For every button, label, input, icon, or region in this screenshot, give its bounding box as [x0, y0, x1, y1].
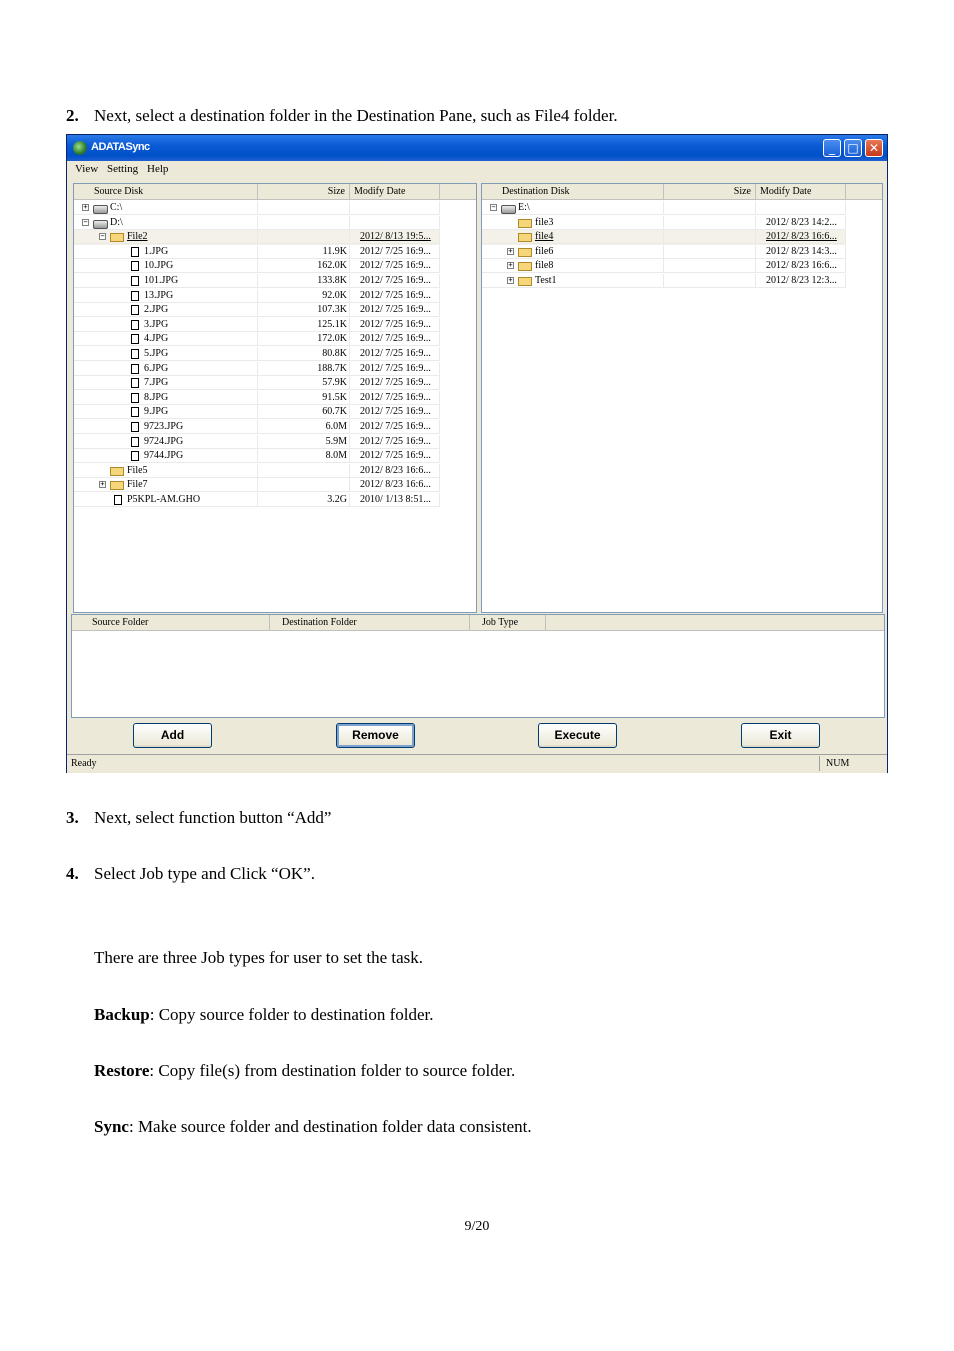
size-cell: 5.9M: [258, 435, 350, 449]
maximize-button[interactable]: [844, 139, 862, 157]
tree-row[interactable]: [74, 420, 440, 435]
name-cell[interactable]: [74, 318, 258, 332]
tree-row[interactable]: [482, 259, 846, 274]
size-header[interactable]: Size: [664, 184, 756, 200]
size-cell: 162.0K: [258, 259, 350, 273]
step-2: [66, 106, 618, 126]
tree-row[interactable]: [74, 449, 440, 464]
restore-label: Restore: [94, 1061, 150, 1080]
name-cell[interactable]: [74, 391, 258, 405]
minimize-button[interactable]: [823, 139, 841, 157]
step-4: [66, 864, 315, 884]
file-icon: [131, 305, 139, 315]
item-name[interactable]: Test1: [535, 275, 557, 286]
name-cell[interactable]: [74, 347, 258, 361]
date-text: 2010/ 1/13 8:51...: [360, 494, 431, 505]
name-cell[interactable]: [74, 201, 258, 215]
remove-button[interactable]: [336, 723, 415, 748]
size-cell: [258, 230, 350, 244]
destination-pane[interactable]: [481, 183, 883, 613]
step-text: Select Job type and Click “OK”.: [94, 864, 315, 883]
item-name[interactable]: D:\: [110, 216, 123, 228]
date-text: 2012/ 8/13 19:5...: [360, 231, 431, 243]
step-3: [66, 808, 331, 828]
size-header[interactable]: Size: [258, 184, 350, 200]
file-icon: [131, 451, 139, 461]
date-cell: [350, 449, 440, 463]
step-text: Next, select function button “Add”: [94, 808, 332, 827]
date-text: 2012/ 7/25 16:9...: [360, 289, 431, 301]
folder-icon: [518, 262, 532, 271]
minimize-icon: _: [829, 141, 835, 155]
size-cell: 80.8K: [258, 347, 350, 361]
size-cell: 92.0K: [258, 289, 350, 303]
date-cell: [350, 420, 440, 434]
date-text: 2012/ 7/25 16:9...: [360, 421, 431, 432]
size-cell: 188.7K: [258, 362, 350, 376]
drive-icon: [501, 205, 516, 214]
file-icon: [131, 334, 139, 344]
date-text: 2012/ 7/25 16:9...: [360, 333, 431, 345]
item-name[interactable]: file3: [535, 216, 554, 228]
file-icon: [131, 320, 139, 330]
date-text: 2012/ 8/23 16:6...: [766, 231, 837, 243]
tree-row[interactable]: [74, 201, 440, 216]
date-text: 2012/ 8/23 14:3...: [766, 245, 837, 257]
tree-row[interactable]: [482, 216, 846, 231]
name-cell[interactable]: [482, 201, 664, 215]
date-text: 2012/ 7/25 16:9...: [360, 377, 431, 389]
date-cell: [350, 391, 440, 405]
expand-icon[interactable]: +: [100, 480, 105, 489]
tree-row[interactable]: [74, 332, 440, 347]
size-cell: 57.9K: [258, 376, 350, 390]
size-cell: 6.0M: [258, 420, 350, 434]
tree-row[interactable]: [482, 245, 846, 260]
date-text: 2012/ 8/23 14:2...: [766, 216, 837, 228]
tree-row[interactable]: [74, 376, 440, 391]
remove-button-label: Remove: [352, 728, 399, 742]
date-text: 2012/ 8/23 12:3...: [766, 275, 837, 286]
modify-date-header[interactable]: Modify Date: [350, 184, 440, 200]
size-cell: [258, 201, 350, 215]
date-cell: [350, 376, 440, 390]
expand-icon[interactable]: +: [508, 246, 513, 255]
menu-help[interactable]: Help: [147, 163, 169, 175]
item-name[interactable]: 1.JPG: [144, 245, 169, 257]
tree-row[interactable]: [74, 435, 440, 450]
name-cell[interactable]: [74, 376, 258, 390]
name-cell[interactable]: [74, 245, 258, 259]
blank-header: [546, 615, 885, 631]
date-cell: [350, 493, 440, 507]
date-cell: [756, 245, 846, 259]
size-cell: [664, 245, 756, 259]
backup-text: : Copy source folder to destination folder.: [149, 1005, 434, 1024]
job-types-intro: There are three Job types for user to set the task.: [94, 948, 424, 967]
tree-row[interactable]: [74, 230, 440, 245]
name-cell[interactable]: [74, 274, 258, 288]
size-cell: [258, 216, 350, 230]
item-name[interactable]: 4.JPG: [144, 333, 169, 345]
tree-row[interactable]: [74, 216, 440, 231]
item-name[interactable]: file6: [535, 245, 554, 257]
item-name[interactable]: 10.JPG: [144, 260, 174, 272]
status-bar: [67, 754, 887, 773]
date-text: 2012/ 8/23 16:6...: [766, 260, 837, 272]
item-name[interactable]: 9723.JPG: [144, 421, 184, 432]
folder-icon: [518, 277, 532, 286]
tree-row[interactable]: [74, 464, 440, 479]
date-cell: [350, 245, 440, 259]
size-cell: [664, 216, 756, 230]
file-icon: [131, 378, 139, 388]
item-name[interactable]: 3.JPG: [144, 318, 169, 330]
item-name[interactable]: 8.JPG: [144, 391, 169, 403]
collapse-icon[interactable]: −: [491, 203, 496, 211]
name-cell[interactable]: [482, 245, 664, 259]
adatasync-window: [66, 134, 888, 773]
size-cell: [258, 478, 350, 492]
close-button[interactable]: [865, 139, 883, 157]
name-cell[interactable]: [482, 216, 664, 230]
date-cell: [350, 201, 440, 215]
tree-row[interactable]: [482, 274, 846, 289]
exit-button-label: Exit: [769, 728, 792, 742]
name-cell[interactable]: [74, 259, 258, 273]
status-text: Ready: [71, 758, 97, 769]
tree-row[interactable]: [74, 274, 440, 289]
date-cell: [756, 216, 846, 230]
name-cell[interactable]: [74, 493, 258, 507]
tree-row[interactable]: [74, 318, 440, 333]
file-icon: [131, 437, 139, 447]
name-cell[interactable]: [74, 449, 258, 463]
size-cell: 3.2G: [258, 493, 350, 507]
file-icon: [131, 393, 139, 403]
file-icon: [131, 291, 139, 301]
item-name[interactable]: file8: [535, 260, 554, 272]
name-cell[interactable]: [74, 478, 258, 492]
tree-row[interactable]: [74, 303, 440, 318]
date-cell: [350, 274, 440, 288]
tree-row[interactable]: [74, 362, 440, 377]
file-icon: [131, 247, 139, 257]
title-bar[interactable]: [67, 135, 887, 161]
size-cell: [664, 230, 756, 244]
name-cell[interactable]: [74, 332, 258, 346]
expand-icon[interactable]: +: [83, 203, 88, 211]
file-icon: [131, 422, 139, 432]
size-cell: 125.1K: [258, 318, 350, 332]
drive-icon: [93, 220, 108, 229]
date-cell: [350, 289, 440, 303]
job-type-header[interactable]: Job Type: [470, 615, 546, 631]
date-text: 2012/ 7/25 16:9...: [360, 318, 431, 330]
menu-setting[interactable]: Setting: [107, 163, 139, 175]
tree-row[interactable]: [74, 245, 440, 260]
destination-disk-header[interactable]: Destination Disk: [482, 184, 664, 200]
file-icon: [131, 364, 139, 374]
close-icon: ✕: [868, 141, 880, 155]
open-folder-icon: [518, 233, 532, 242]
item-name[interactable]: 13.JPG: [144, 289, 174, 301]
name-cell[interactable]: [74, 303, 258, 317]
item-name[interactable]: C:\: [110, 202, 123, 213]
step-number: 4.: [66, 864, 79, 883]
open-folder-icon: [110, 233, 124, 242]
step-number: 2.: [66, 106, 79, 125]
restore-text: : Copy file(s) from destination folder to source folder.: [149, 1061, 516, 1080]
menu-bar: [67, 161, 887, 179]
date-cell: [350, 347, 440, 361]
name-cell[interactable]: [482, 230, 664, 244]
maximize-icon: □: [847, 141, 859, 155]
menu-view[interactable]: View: [75, 163, 99, 175]
item-name[interactable]: 6.JPG: [144, 362, 169, 374]
execute-button[interactable]: [538, 723, 617, 748]
expand-icon[interactable]: +: [508, 276, 513, 284]
date-text: 2012/ 8/23 16:6...: [360, 479, 431, 491]
name-cell[interactable]: [482, 274, 664, 288]
app-globe-icon: [73, 141, 87, 155]
date-cell: [756, 201, 846, 215]
item-name[interactable]: file4: [535, 231, 554, 243]
name-cell[interactable]: [74, 420, 258, 434]
date-cell: [756, 259, 846, 273]
size-cell: [258, 464, 350, 478]
destination-folder-header[interactable]: Destination Folder: [270, 615, 470, 631]
name-cell[interactable]: [74, 216, 258, 230]
name-cell[interactable]: [74, 362, 258, 376]
backup-description: [94, 1005, 434, 1025]
tree-row[interactable]: [74, 405, 440, 420]
date-text: 2012/ 7/25 16:9...: [360, 435, 431, 447]
exit-button[interactable]: [741, 723, 820, 748]
date-text: 2012/ 7/25 16:9...: [360, 391, 431, 403]
size-cell: 60.7K: [258, 405, 350, 419]
tree-row[interactable]: [74, 289, 440, 304]
size-cell: [664, 201, 756, 215]
restore-description: [94, 1061, 515, 1081]
step-number: 3.: [66, 808, 79, 827]
tree-row[interactable]: [74, 259, 440, 274]
date-cell: [350, 303, 440, 317]
size-cell: 8.0M: [258, 449, 350, 463]
date-cell: [350, 318, 440, 332]
date-cell: [350, 478, 440, 492]
date-cell: [350, 435, 440, 449]
item-name[interactable]: File2: [127, 231, 148, 243]
tree-row[interactable]: [74, 493, 440, 508]
size-cell: 11.9K: [258, 245, 350, 259]
date-text: 2012/ 7/25 16:9...: [360, 406, 431, 418]
item-name[interactable]: File7: [127, 479, 148, 491]
file-icon: [131, 407, 139, 417]
date-cell: [350, 216, 440, 230]
item-name[interactable]: 9744.JPG: [144, 450, 184, 462]
tree-row[interactable]: [74, 478, 440, 493]
date-text: 2012/ 7/25 16:9...: [360, 304, 431, 316]
date-cell: [350, 259, 440, 273]
num-lock-indicator: NUM: [819, 756, 886, 771]
name-cell[interactable]: [74, 464, 258, 478]
date-text: 2012/ 8/23 16:6...: [360, 464, 431, 476]
source-disk-header[interactable]: Source Disk: [74, 184, 258, 200]
date-cell: [756, 230, 846, 244]
name-cell[interactable]: [74, 405, 258, 419]
source-pane[interactable]: [73, 183, 477, 613]
size-cell: [664, 274, 756, 288]
item-name[interactable]: 101.JPG: [144, 275, 179, 286]
file-icon: [131, 349, 139, 359]
name-cell[interactable]: [482, 259, 664, 273]
date-text: 2012/ 7/25 16:9...: [360, 362, 431, 374]
name-cell[interactable]: [74, 289, 258, 303]
size-cell: 133.8K: [258, 274, 350, 288]
tree-row[interactable]: [74, 391, 440, 406]
date-cell: [350, 332, 440, 346]
size-cell: 91.5K: [258, 391, 350, 405]
folder-icon: [110, 481, 124, 490]
modify-date-header[interactable]: Modify Date: [756, 184, 846, 200]
date-text: 2012/ 7/25 16:9...: [360, 348, 431, 359]
sync-text: : Make source folder and destination folder data consistent.: [128, 1117, 532, 1136]
item-name[interactable]: P5KPL-AM.GHO: [127, 494, 201, 505]
step-text: Next, select a destination folder in the Destination Pane, such as File4 folder.: [94, 106, 618, 125]
name-cell[interactable]: [74, 230, 258, 244]
item-name[interactable]: 9724.JPG: [144, 435, 184, 447]
add-button-label: Add: [160, 728, 185, 742]
drive-icon: [93, 205, 108, 214]
date-text: 2012/ 7/25 16:9...: [360, 245, 431, 257]
file-icon: [131, 261, 139, 271]
tree-row[interactable]: [74, 347, 440, 362]
name-cell[interactable]: [74, 435, 258, 449]
source-folder-header[interactable]: Source Folder: [72, 615, 270, 631]
folder-icon: [518, 248, 532, 257]
blank-header: [440, 184, 477, 200]
blank-header: [846, 184, 883, 200]
file-icon: [114, 495, 122, 505]
execute-button-label: Execute: [554, 728, 601, 742]
size-cell: 107.3K: [258, 303, 350, 317]
expand-icon[interactable]: +: [508, 261, 513, 270]
date-cell: [350, 230, 440, 244]
page-number: 9/20: [464, 1219, 490, 1234]
add-button[interactable]: [133, 723, 212, 748]
item-name[interactable]: E:\: [518, 202, 530, 213]
date-text: 2012/ 7/25 16:9...: [360, 450, 431, 462]
window-title: ADATASync: [91, 141, 150, 153]
folder-icon: [110, 467, 124, 476]
sync-description: [94, 1117, 532, 1137]
date-cell: [756, 274, 846, 288]
backup-label: Backup: [94, 1005, 150, 1024]
date-text: 2012/ 7/25 16:9...: [360, 275, 431, 286]
tree-row[interactable]: [482, 230, 846, 245]
date-cell: [350, 464, 440, 478]
file-icon: [131, 276, 139, 286]
item-name[interactable]: File5: [127, 464, 148, 476]
item-name[interactable]: 7.JPG: [144, 377, 169, 389]
date-text: 2012/ 7/25 16:9...: [360, 260, 431, 272]
collapse-icon[interactable]: −: [100, 232, 105, 241]
date-cell: [350, 405, 440, 419]
job-list[interactable]: [71, 614, 885, 718]
size-cell: 172.0K: [258, 332, 350, 346]
size-cell: [664, 259, 756, 273]
date-cell: [350, 362, 440, 376]
item-name[interactable]: 9.JPG: [144, 406, 169, 418]
item-name[interactable]: 5.JPG: [144, 348, 169, 359]
collapse-icon[interactable]: −: [83, 217, 88, 226]
tree-row[interactable]: [482, 201, 846, 216]
item-name[interactable]: 2.JPG: [144, 304, 169, 316]
sync-label: Sync: [94, 1117, 129, 1136]
folder-icon: [518, 219, 532, 228]
